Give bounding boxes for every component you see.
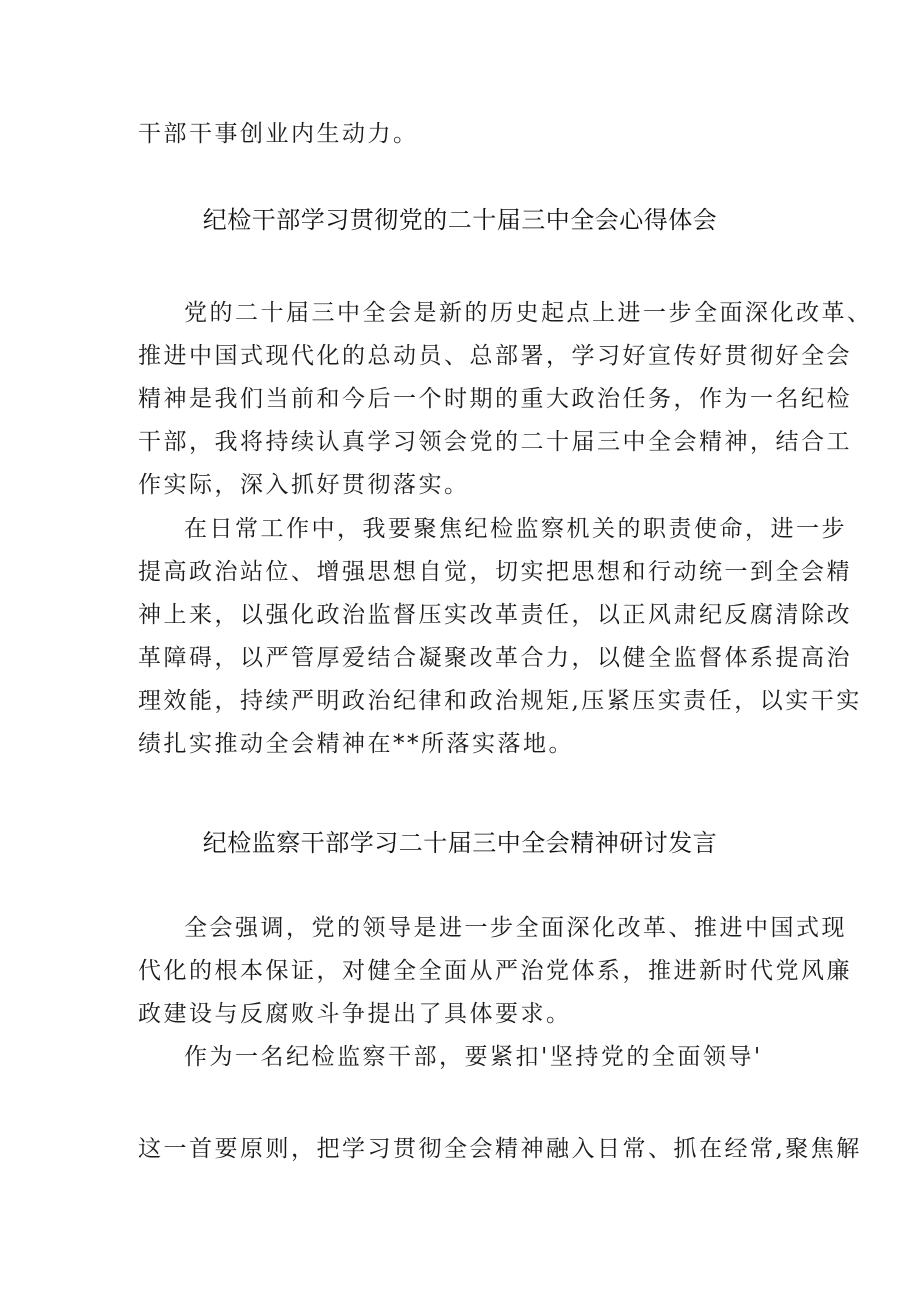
section2-p2-line: 作为一名纪检监察干部，要紧扣'坚持党的全面领导' [184,1044,763,1070]
section1-p2-line: 理效能，持续严明政治纪律和政治规矩,压紧压实责任，以实干实 [138,688,862,714]
section1-p2-line: 神上来，以强化政治监督压实改革责任，以正风肃纪反腐清除改 [138,602,852,628]
section2-p1-line: 政建设与反腐败斗争提出了具体要求。 [138,1001,572,1027]
section1-p2-line: 革障碍，以严管厚爱结合凝聚改革合力，以健全监督体系提高治 [138,645,852,671]
section2-p1-line: 代化的根本保证，对健全全面从严治党体系，推进新时代党风廉 [138,958,852,984]
section1-p1-line: 干部，我将持续认真学习领会党的二十届三中全会精神，结合工 [138,429,852,455]
section1-p1-line: 推进中国式现代化的总动员、总部署，学习好宣传好贯彻好全会 [138,343,852,369]
section1-p1-line: 精神是我们当前和今后一个时期的重大政治任务，作为一名纪检 [138,386,852,412]
section2-p1-line: 全会强调，党的领导是进一步全面深化改革、推进中国式现 [184,915,847,941]
section1-title: 纪检干部学习贯彻党的二十届三中全会心得体会 [202,206,718,234]
section1-p2-line: 提高政治站位、增强思想自觉，切实把思想和行动统一到全会精 [138,559,852,585]
section1-p2-line: 绩扎实推动全会精神在**所落实落地。 [138,731,574,757]
section2-title: 纪检监察干部学习二十届三中全会精神研讨发言 [202,829,718,857]
section1-p2-line: 在日常工作中，我要聚焦纪检监察机关的职责使命，进一步 [184,516,847,542]
section1-p1-line: 党的二十届三中全会是新的历史起点上进一步全面深化改革、 [184,300,873,326]
lead-in-line: 干部干事创业内生动力。 [138,121,419,147]
section1-p1-line: 作实际，深入抓好贯彻落实。 [138,472,470,498]
section2-p3-line: 这一首要原则，把学习贯彻全会精神融入日常、抓在经常,聚焦解 [138,1136,862,1162]
